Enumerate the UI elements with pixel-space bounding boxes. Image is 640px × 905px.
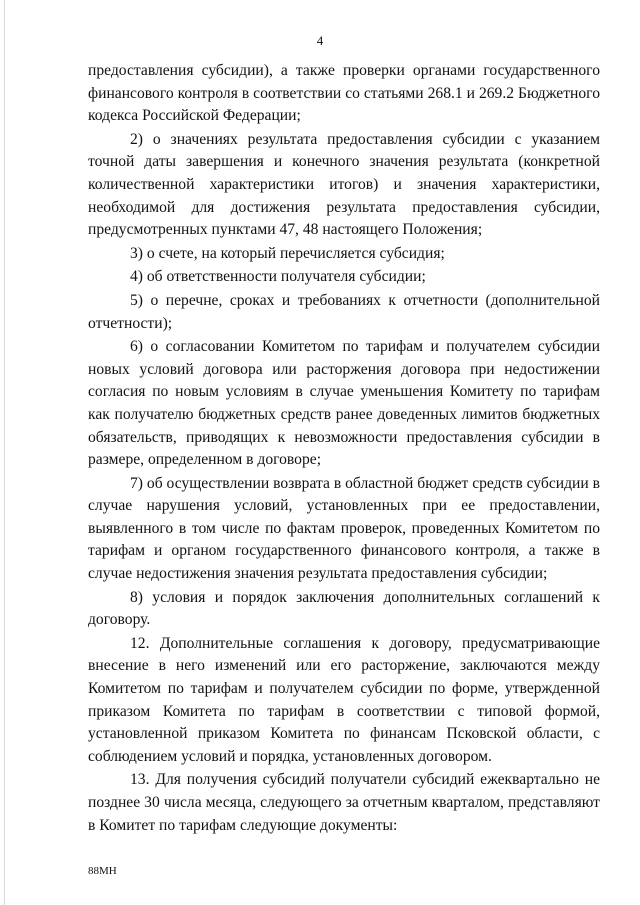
paragraph-item-8: 8) условия и порядок заключения дополнительных соглашений к договору. <box>88 588 600 629</box>
paragraph-item-6: 6) о согласовании Комитетом по тарифам и получателем субсидии новых условий договора или расторжения договора при недостижении согласия по новым условиям в случае уменьшения Комитету по тарифам как получателю бюджетных средств ранее доведенных лимитов бюджетных обязательств, приводящих к невозможности предоставления субсидии в размере, определенном в договоре; <box>88 338 600 469</box>
paragraph-item-2: 2) о значениях результата предоставления субсидии с указанием точной даты завершения и конечного значения результата (конкретной количественной характеристики итогов) и значения характеристики, необходимой для достижения результата предоставления субсидии, предусмотренных пунктами 47, 48 настоящего Положения; <box>88 130 600 239</box>
paragraph-item-5: 5) о перечне, сроках и требованиях к отчетности (дополнительной отчетности); <box>88 291 600 332</box>
scan-edge-line <box>4 0 5 905</box>
paragraph-item-7: 7) об осуществлении возврата в областной бюджет средств субсидии в случае нарушения условий, установленных при ее предоставлении, выявленного в том числе по фактам проверок, проведенных Комитетом по тарифам и органом государственного финансового контроля, а также в случае недостижения значения результата предоставления субсидии; <box>88 474 600 583</box>
page-number: 4 <box>316 33 324 48</box>
paragraph-continuation: предоставления субсидии), а также проверки органами государственного финансового контроля в соответствии со статьями 268.1 и 269.2 Бюджетного кодекса Российской Федерации; <box>88 62 600 125</box>
footer-code: 88МН <box>88 865 117 877</box>
paragraph-clause-13: 13. Для получения субсидий получатели субсидий ежеквартально не позднее 30 числа месяца, следующего за отчетным кварталом, представляют в Комитет по тарифам следующие документы: <box>88 771 600 834</box>
paragraph-item-3: 3) о счете, на который перечисляется субсидия; <box>130 244 445 262</box>
paragraph-clause-12: 12. Дополнительные соглашения к договору, предусматривающие внесение в него изменений или его расторжение, заключаются между Комитетом по тарифам и получателем субсидии по форме, утвержденной приказом Комитета по тарифам в соответствии с типовой формой, установленной приказом Комитета по финансам Псковской области, с соблюдением условий и порядка, установленных договором. <box>88 634 600 765</box>
paragraph-item-4: 4) об ответственности получателя субсидии; <box>130 268 426 286</box>
document-body <box>88 60 600 837</box>
